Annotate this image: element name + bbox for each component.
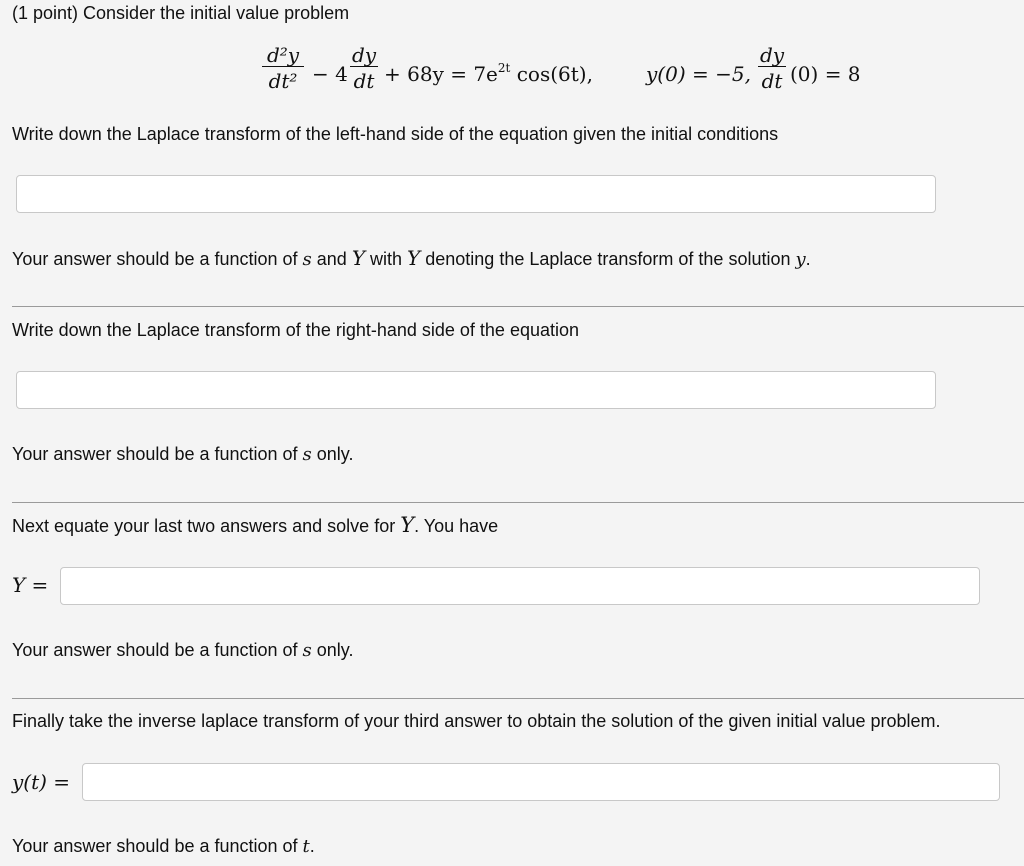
dy-numerator: dy bbox=[351, 43, 377, 67]
part3-hint: Your answer should be a function of s only. bbox=[12, 640, 354, 661]
Y-label: Y = bbox=[12, 573, 49, 597]
divider-2 bbox=[12, 502, 1024, 503]
part1-prompt: Write down the Laplace transform of the left-hand side of the equation given the initial conditions bbox=[12, 124, 779, 144]
dy-denominator: dt bbox=[350, 66, 378, 92]
ic-derivative-fraction bbox=[758, 44, 786, 92]
Y-solution-input[interactable] bbox=[60, 567, 980, 605]
initial-condition-dy0: (0) = 8 bbox=[790, 62, 861, 86]
initial-condition-y0: y(0) = −5, bbox=[646, 62, 751, 86]
y-of-t-label: y(t) = bbox=[12, 770, 71, 794]
first-derivative-fraction bbox=[350, 44, 378, 92]
second-derivative-fraction bbox=[262, 44, 304, 92]
ic-dy-numerator: dy bbox=[759, 43, 785, 67]
d2y-denominator: dt² bbox=[262, 66, 304, 92]
part2-hint: Your answer should be a function of s only. bbox=[12, 444, 354, 465]
part3-prompt: Next equate your last two answers and solve for Y. You have bbox=[12, 513, 499, 537]
minus-four: − 4 bbox=[312, 62, 348, 86]
problem-intro: (1 point) Consider the initial value problem bbox=[12, 3, 350, 23]
part2-prompt: Write down the Laplace transform of the right-hand side of the equation bbox=[12, 320, 580, 340]
ic-dy-denominator: dt bbox=[758, 66, 786, 92]
part4-prompt: Finally take the inverse laplace transform of your third answer to obtain the solution of the given initial value problem. bbox=[12, 711, 941, 731]
differential-equation bbox=[262, 44, 882, 106]
rhs-transform-input[interactable] bbox=[16, 371, 936, 409]
lhs-transform-input[interactable] bbox=[16, 175, 936, 213]
equation-rhs: + $68y = 7e^{2t}$ cos(6t), bbox=[384, 61, 593, 86]
part1-hint: Your answer should be a function of s and Y with Y denoting the Laplace transform of the solution y. bbox=[12, 246, 811, 270]
part4-hint: Your answer should be a function of t. bbox=[12, 836, 315, 857]
d2y-numerator: d²y bbox=[266, 43, 300, 67]
divider-1 bbox=[12, 306, 1024, 307]
divider-3 bbox=[12, 698, 1024, 699]
y-solution-input[interactable] bbox=[82, 763, 1000, 801]
